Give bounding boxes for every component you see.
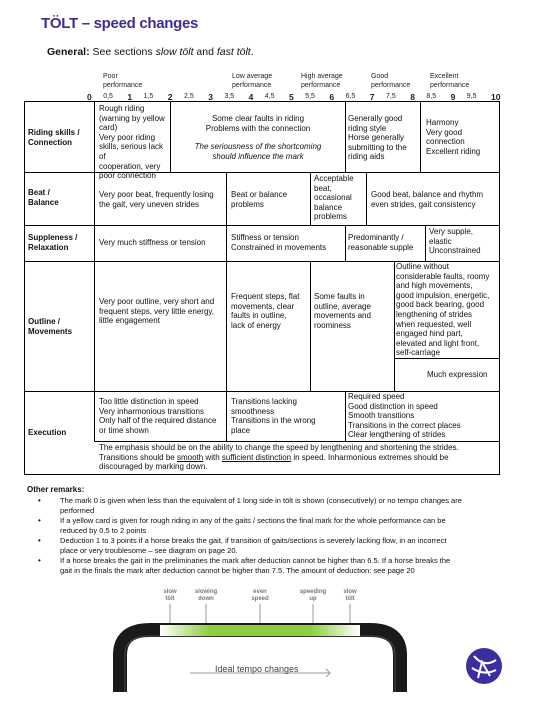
remark-item: Deduction 1 to 3 points if a horse breaks the gait, if transition of gaits/sections is severely lacking flow, in an incorrect place or very troublesome – see diagram on page 20.: [60, 536, 447, 555]
diagram-caption: Ideal tempo changes: [215, 664, 299, 674]
remark-item: If a horse breaks the gait in the preliminaries the mark after deduction cannot be higher than 6.5. If a horse breaks the gait in the finals the mark after deduction cannot be higher than 7.5. The amount of deduction: see page 20: [60, 556, 451, 575]
outline-poor: Very poor outline, very short and frequent steps, very little energy, little engagement: [99, 297, 215, 326]
remark-item: The mark 0 is given when less than the equivalent of 1 long side in tölt is shown (consecutively) or no tempo changes are performed: [60, 496, 462, 515]
diagram-label-slow-tolt: slow tölt: [163, 589, 177, 602]
beat-poor: Very poor beat, frequently losing the gait, very uneven strides: [99, 190, 214, 209]
bullet-dot: •: [38, 496, 41, 505]
row-label-beat: Beat / Balance: [28, 188, 59, 207]
row-label-execution: Execution: [28, 428, 67, 437]
scale-mark: 0: [87, 92, 92, 102]
scale-mark: 6: [329, 92, 335, 102]
remark-item: If a yellow card is given for rough riding in any of the gaits / sections the final mark for the whole performance can be reduced by 0.5 to 2 points: [60, 516, 446, 535]
scale-mark: 3,5: [224, 93, 235, 100]
perf-label-poor: Poor performance: [103, 73, 143, 89]
beat-high: Acceptable beat, occasional balance problems: [314, 174, 354, 222]
riding-excellent: Harmony Very good connection Excellent riding: [426, 118, 481, 156]
execution-good: Required speed Good distinction in speed Smooth transitions Transitions in the correct places Clear lengthening of strides: [348, 392, 461, 440]
suppleness-good: Predominantly / reasonable supple: [348, 233, 414, 252]
scale-mark: 6,5: [345, 93, 356, 100]
diagram-label-even-speed: even speed: [251, 589, 269, 602]
bullet-dot: •: [38, 556, 41, 565]
execution-note: The emphasis should be on the ability to change the speed by lengthening and shortening the strides. Transitions should be smooth with sufficient distinction in speed. Inharmonious extremes should be discouraged by marking down.: [99, 443, 459, 472]
outline-much-expression: Much expression: [427, 370, 488, 379]
scale-mark: 1,5: [143, 93, 154, 100]
beat-good: Good beat, balance and rhythm even strides, gait consistency: [371, 190, 484, 209]
scale-mark: 0,5: [103, 93, 113, 100]
perf-label-good: Good performance: [371, 73, 411, 89]
row-label-suppleness: Suppleness / Relaxation: [28, 233, 78, 252]
scale-mark: 5,5: [305, 93, 315, 100]
diagram-label-speeding-up: speeding up: [299, 589, 327, 602]
beat-low: Beat or balance problems: [231, 190, 288, 209]
scale-mark: 1: [127, 92, 133, 102]
bullet-dot: •: [38, 516, 41, 525]
riding-poor: Rough riding (warning by yellow card) Very poor riding skills, serious lack of cooperation, very poor connection: [99, 104, 165, 181]
perf-label-excellent: Excellent performance: [430, 73, 470, 89]
scale-mark: 8: [410, 92, 415, 102]
scale-mark: 2: [167, 92, 173, 102]
bullet-dot: •: [38, 536, 41, 545]
scale-mark: 3: [208, 92, 213, 102]
page-title: TÖLT – speed changes: [41, 15, 199, 32]
outline-high: Some faults in outline, average movements and roominess: [314, 292, 371, 330]
diagram-label-slow-tolt-end: slow tölt: [343, 589, 357, 602]
scale-mark: 4,5: [264, 93, 275, 100]
scale-mark: 10: [491, 92, 501, 102]
scale-mark: 9: [450, 92, 456, 102]
suppleness-excellent: Very supple, elastic Unconstrained: [429, 227, 481, 256]
outline-excellent: Outline without considerable faults, roomy and high movements, good impulsion, energetic, good back bearing, good lengthening of strides when requested, well engaged hind part, elevated and light front, self-carriage: [396, 262, 490, 358]
row-label-riding: Riding skills / Connection: [28, 128, 80, 147]
scale-mark: 7,5: [386, 93, 396, 100]
scale-mark: 7: [369, 92, 375, 102]
perf-label-high: High average performance: [301, 73, 343, 89]
suppleness-low: Stiffness or tension Constrained in movements: [231, 233, 327, 252]
scale-mark: 4: [248, 92, 254, 102]
suppleness-poor: Very much stiffness or tension: [99, 238, 206, 247]
execution-low: Transitions lacking smoothness Transitions in the wrong place: [231, 397, 316, 435]
row-label-outline: Outline / Movements: [28, 317, 73, 336]
diagram-label-slowing-down: slowing down: [194, 589, 218, 602]
riding-good: Generally good riding style Horse generally submitting to the riding aids: [348, 114, 407, 162]
scale-mark: 5: [289, 92, 294, 102]
remarks-title: Other remarks:: [27, 485, 85, 494]
scale-mark: 8,5: [426, 93, 437, 100]
perf-label-low: Low average performance: [232, 73, 273, 89]
execution-poor: Too little distinction in speed Very inharmonious transitions Only half of the required distance or time shown: [99, 397, 217, 435]
scale-mark: 2,5: [184, 93, 194, 100]
general-note: General: See sections slow tölt and fast tölt.: [47, 46, 254, 58]
outline-low: Frequent steps, flat movements, clear faults in outline, lack of energy: [231, 292, 300, 330]
riding-mid: Some clear faults in riding Problems with the connection The seriousness of the shortcoming should influence the mark: [194, 114, 322, 161]
scale-mark: 9,5: [466, 93, 477, 100]
